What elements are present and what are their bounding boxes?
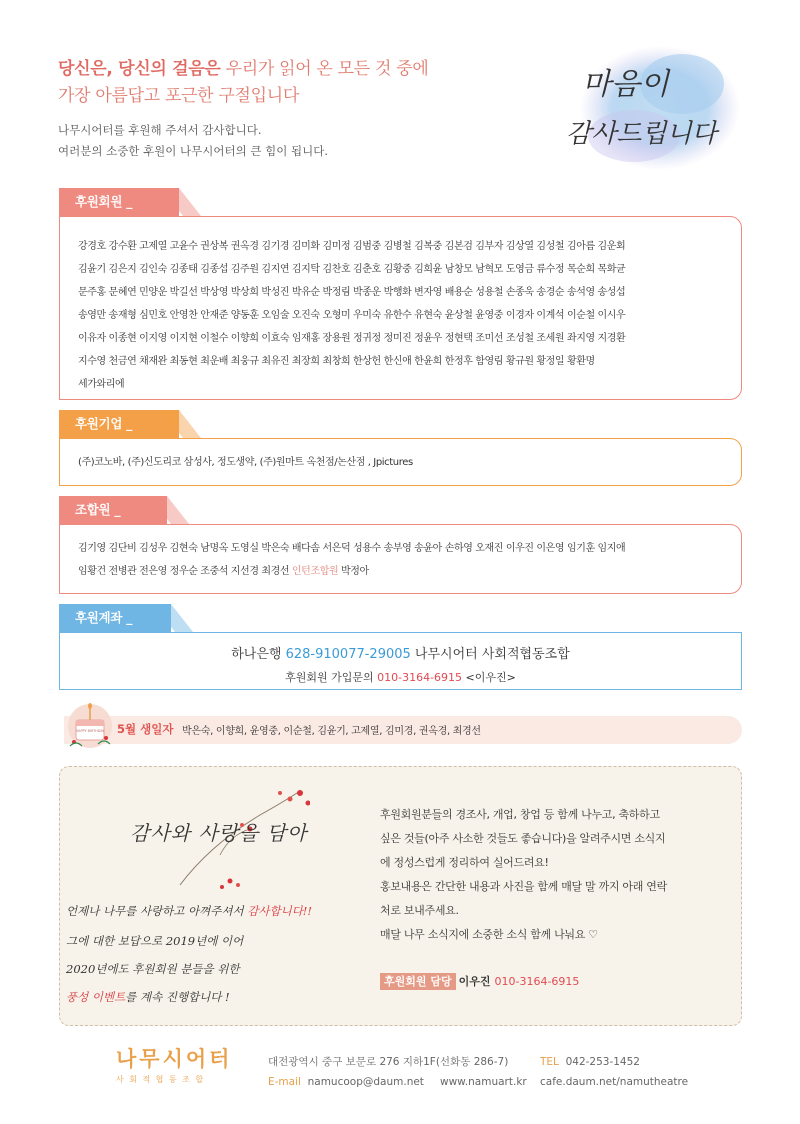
notice-contact [380, 973, 579, 989]
footer-address: 대전광역시 중구 보문로 276 지하1F(선화동 286-7) [268, 1056, 509, 1068]
contact-phone: 010-3164-6915 [494, 975, 580, 988]
svg-text:HAPPY BIRTHDAY: HAPPY BIRTHDAY [75, 729, 105, 733]
account-box [59, 632, 742, 690]
notice-line: 후원회원분들의 경조사, 개업, 창업 등 함께 나누고, 축하하고 [380, 808, 660, 821]
union-tab-label: 조합원 _ [75, 502, 121, 517]
footer-logo [116, 1046, 246, 1085]
notice-line: 싶은 것들(아주 사소한 것들도 좋습니다)을 알려주시면 소식지 [380, 832, 666, 845]
handwritten-line-4: 풍성 이벤트를 계속 진행합니다 ! [66, 990, 230, 1004]
union-tab [59, 496, 167, 524]
members-row: 송영만 송재형 심민호 안영찬 안재준 양동훈 오임술 오진숙 오형미 우미숙 유한수 유현숙 윤상철 윤영중 이경자 이계석 이순철 이시우 [78, 310, 626, 321]
handwritten-line-2: 그에 대한 보답으로 2019년에 이어 [66, 934, 244, 948]
hero-rest: 우리가 읽어 온 모든 것 중에 [220, 59, 429, 79]
members-row: 김윤기 김은지 김인숙 김종태 김종섭 김주원 김지연 김지탁 김찬호 김춘호 김황중 김희윤 남창모 남혁모 도영금 류수정 목순희 목화균 [78, 264, 626, 275]
union-row-2: 임황건 전병관 전은영 정우순 조중석 지선경 최경선 인턴조합원 박정아 [78, 566, 369, 577]
footer-website[interactable]: www.namuart.kr [440, 1076, 527, 1088]
inquiry-phone: 010-3164-6915 [377, 671, 463, 684]
bank-account-line: 하나은행 628-910077-29005 나무시어터 사회적협동조합 [231, 647, 570, 662]
handwritten-line-1: 언제나 나무를 사랑하고 아껴주셔서 감사합니다!! [66, 904, 313, 918]
birthday-cake-icon [66, 694, 114, 752]
handwritten-line-3: 2020년에도 후원회원 분들을 위한 [66, 962, 240, 976]
contact-name: 이우진 [458, 975, 491, 988]
account-number: 628-910077-29005 [285, 647, 411, 662]
members-row: 강경호 강수환 고제열 고윤수 권상복 권옥경 김기경 김미화 김미정 김범중 김병철 김복중 김본검 김부자 김상열 김성철 김아름 김운회 [78, 241, 626, 252]
members-tab-label: 후원회원 _ [75, 194, 133, 209]
art-line-1: 마음이 [582, 67, 669, 102]
notice-box [59, 766, 742, 1026]
intro-line-2: 여러분의 소중한 후원이 나무시어터의 큰 힘이 됩니다. [58, 144, 328, 158]
logo-wordmark: 나무시어터 [116, 1047, 233, 1071]
companies-tab [59, 410, 179, 438]
union-row-1: 김기영 김단비 김성우 김현숙 남명옥 도영실 박은숙 배다솜 서은덕 성용수 송부영 송윤아 손하영 오재진 이우진 이은영 임기훈 임지애 [78, 543, 626, 554]
art-line-2: 감사드립니다 [566, 119, 717, 149]
members-list [78, 235, 728, 396]
tel-label: TEL [540, 1056, 559, 1068]
intro-text [58, 120, 498, 162]
birthday-names: 박은숙, 이향희, 윤영중, 이순철, 김윤기, 고제열, 김미경, 권옥경, 최경선 [182, 726, 481, 737]
companies-box [59, 438, 742, 486]
account-tab [59, 604, 171, 632]
members-row: 이유자 이종현 이지영 이지현 이철수 이향희 이효숙 임재홍 장용원 정귀정 정미진 정윤우 정현택 조미선 조성철 조세원 좌지영 지경환 [78, 333, 626, 344]
notice-line: 처로 보내주세요. [380, 904, 459, 917]
companies-tab-label: 후원기업 _ [75, 416, 133, 431]
notice-line: 에 정성스럽게 정리하여 실어드려요! [380, 856, 549, 869]
hero-bold: 당신은, 당신의 걸음은 [58, 59, 221, 79]
members-row: 세가와리에 [78, 379, 125, 390]
notice-line: 홍보내용은 간단한 내용과 사진을 함께 매달 말 까지 아래 연락 [380, 880, 667, 893]
logo-subtitle: 사회적협동조합 [116, 1075, 209, 1084]
hero-heading [58, 56, 528, 110]
footer-info [268, 1052, 689, 1092]
contact-label: 후원회원 담당 [380, 973, 456, 990]
hero-line-2: 가장 아름답고 포근한 구절입니다 [58, 86, 300, 106]
account-tab-label: 후원계좌 _ [75, 610, 133, 625]
intern-label: 인턴조합원 [291, 566, 339, 577]
notice-line: 매달 나무 소식지에 소중한 소식 함께 나눠요 ♡ [380, 928, 598, 941]
members-tab [59, 188, 179, 216]
footer-tel: 042-253-1452 [565, 1056, 640, 1068]
email-label: E-mail [268, 1076, 301, 1088]
birthday-title: 5월 생일자 [117, 722, 174, 736]
members-row: 문주홍 문혜연 민양운 박길선 박상영 박상희 박성진 박유순 박정림 박종운 박행화 변자영 배용순 성용철 손종욱 송경순 송석영 송성섭 [78, 287, 626, 298]
union-list [78, 537, 728, 583]
intro-line-1: 나무시어터를 후원해 주셔서 감사합니다. [58, 123, 262, 137]
union-box [59, 524, 742, 594]
footer-email[interactable]: namucoop@daum.net [307, 1076, 424, 1088]
thanks-calligraphy-art [562, 36, 742, 176]
handwritten-title: 감사와 사랑을 담아 [130, 821, 308, 845]
companies-list: (주)코노바, (주)신도리코 삼성사, 정도생약, (주)원마트 옥천점/논산점 , Jpictures [78, 457, 413, 468]
members-box [59, 216, 742, 400]
footer-cafe[interactable]: cafe.daum.net/namutheatre [540, 1076, 689, 1088]
inquiry-line: 후원회원 가입문의 010-3164-6915 <이우진> [285, 671, 516, 684]
notice-body [380, 803, 730, 947]
members-row: 지수영 천금연 채재완 최동현 최운배 최웅규 최유진 최장희 최창희 한상헌 한신애 한윤희 한정후 함영림 황규원 황정일 황환명 [78, 356, 595, 367]
